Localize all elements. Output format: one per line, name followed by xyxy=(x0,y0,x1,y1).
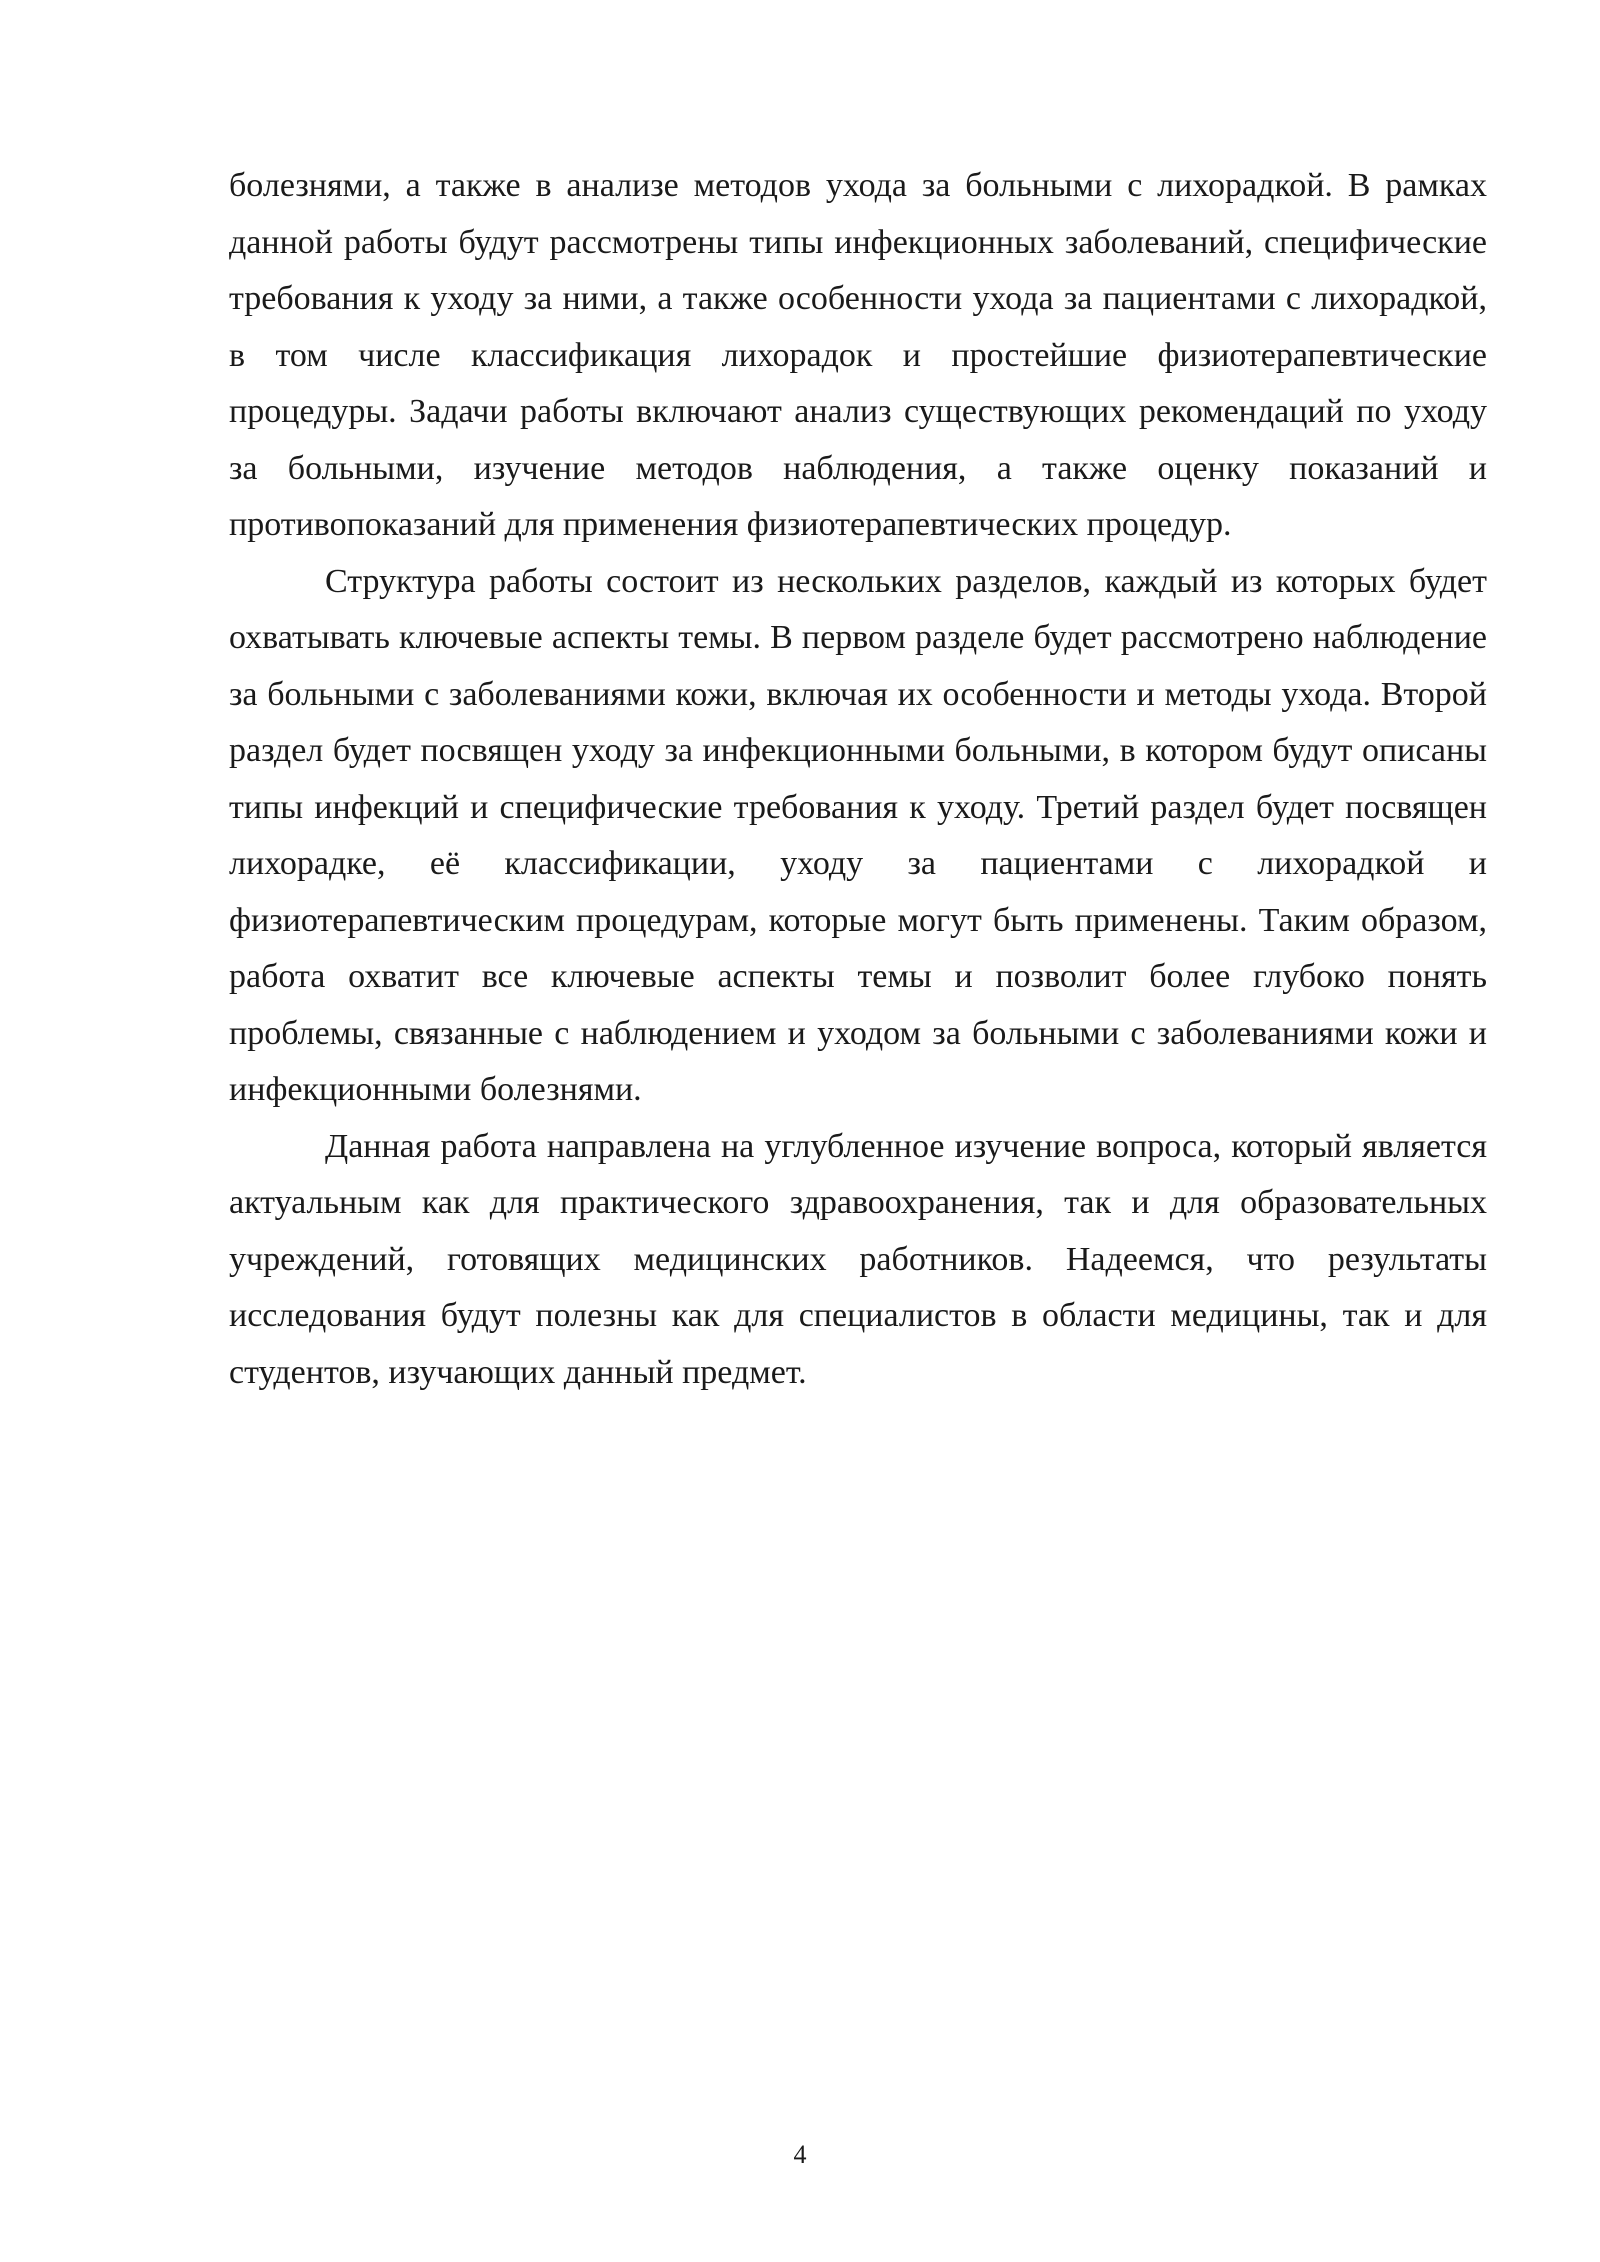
paragraph-continuation: болезнями, а также в анализе методов ухода за больными с лихорадкой. В рамках данной работы будут рассмотрены типы инфекционных заболеваний, специфические требования к уходу за ними, а также особенности ухода за пациентами с лихорадкой, в том числе классификация лихорадок и простейшие физиотерапевтические процедуры. Задачи работы включают анализ существующих рекомендаций по уходу за больными, изучение методов наблюдения, а также оценку показаний и противопоказаний для применения физиотерапевтических процедур. xyxy=(229,167,1487,543)
body-text xyxy=(229,158,1487,1401)
paragraph-purpose: Данная работа направлена на углубленное изучение вопроса, который является актуальным как для практического здравоохранения, так и для образовательных учреждений, готовящих медицинских работников. Надеемся, что результаты исследования будут полезны как для специалистов в области медицины, так и для студентов, изучающих данный предмет. xyxy=(229,1127,1487,1391)
paragraph-structure: Структура работы состоит из нескольких разделов, каждый из которых будет охватывать ключевые аспекты темы. В первом разделе будет рассмотрено наблюдение за больными с заболеваниями кожи, включая их особенности и методы ухода. Второй раздел будет посвящен уходу за инфекционными больными, в котором будут описаны типы инфекций и специфические требования к уходу. Третий раздел будет посвящен лихорадке, её классификации, уходу за пациентами с лихорадкой и физиотерапевтическим процедурам, которые могут быть применены. Таким образом, работа охватит все ключевые аспекты темы и позволит более глубоко понять проблемы, связанные с наблюдением и уходом за больными с заболеваниями кожи и инфекционными болезнями. xyxy=(229,562,1487,1108)
page-number: 4 xyxy=(793,2140,807,2169)
